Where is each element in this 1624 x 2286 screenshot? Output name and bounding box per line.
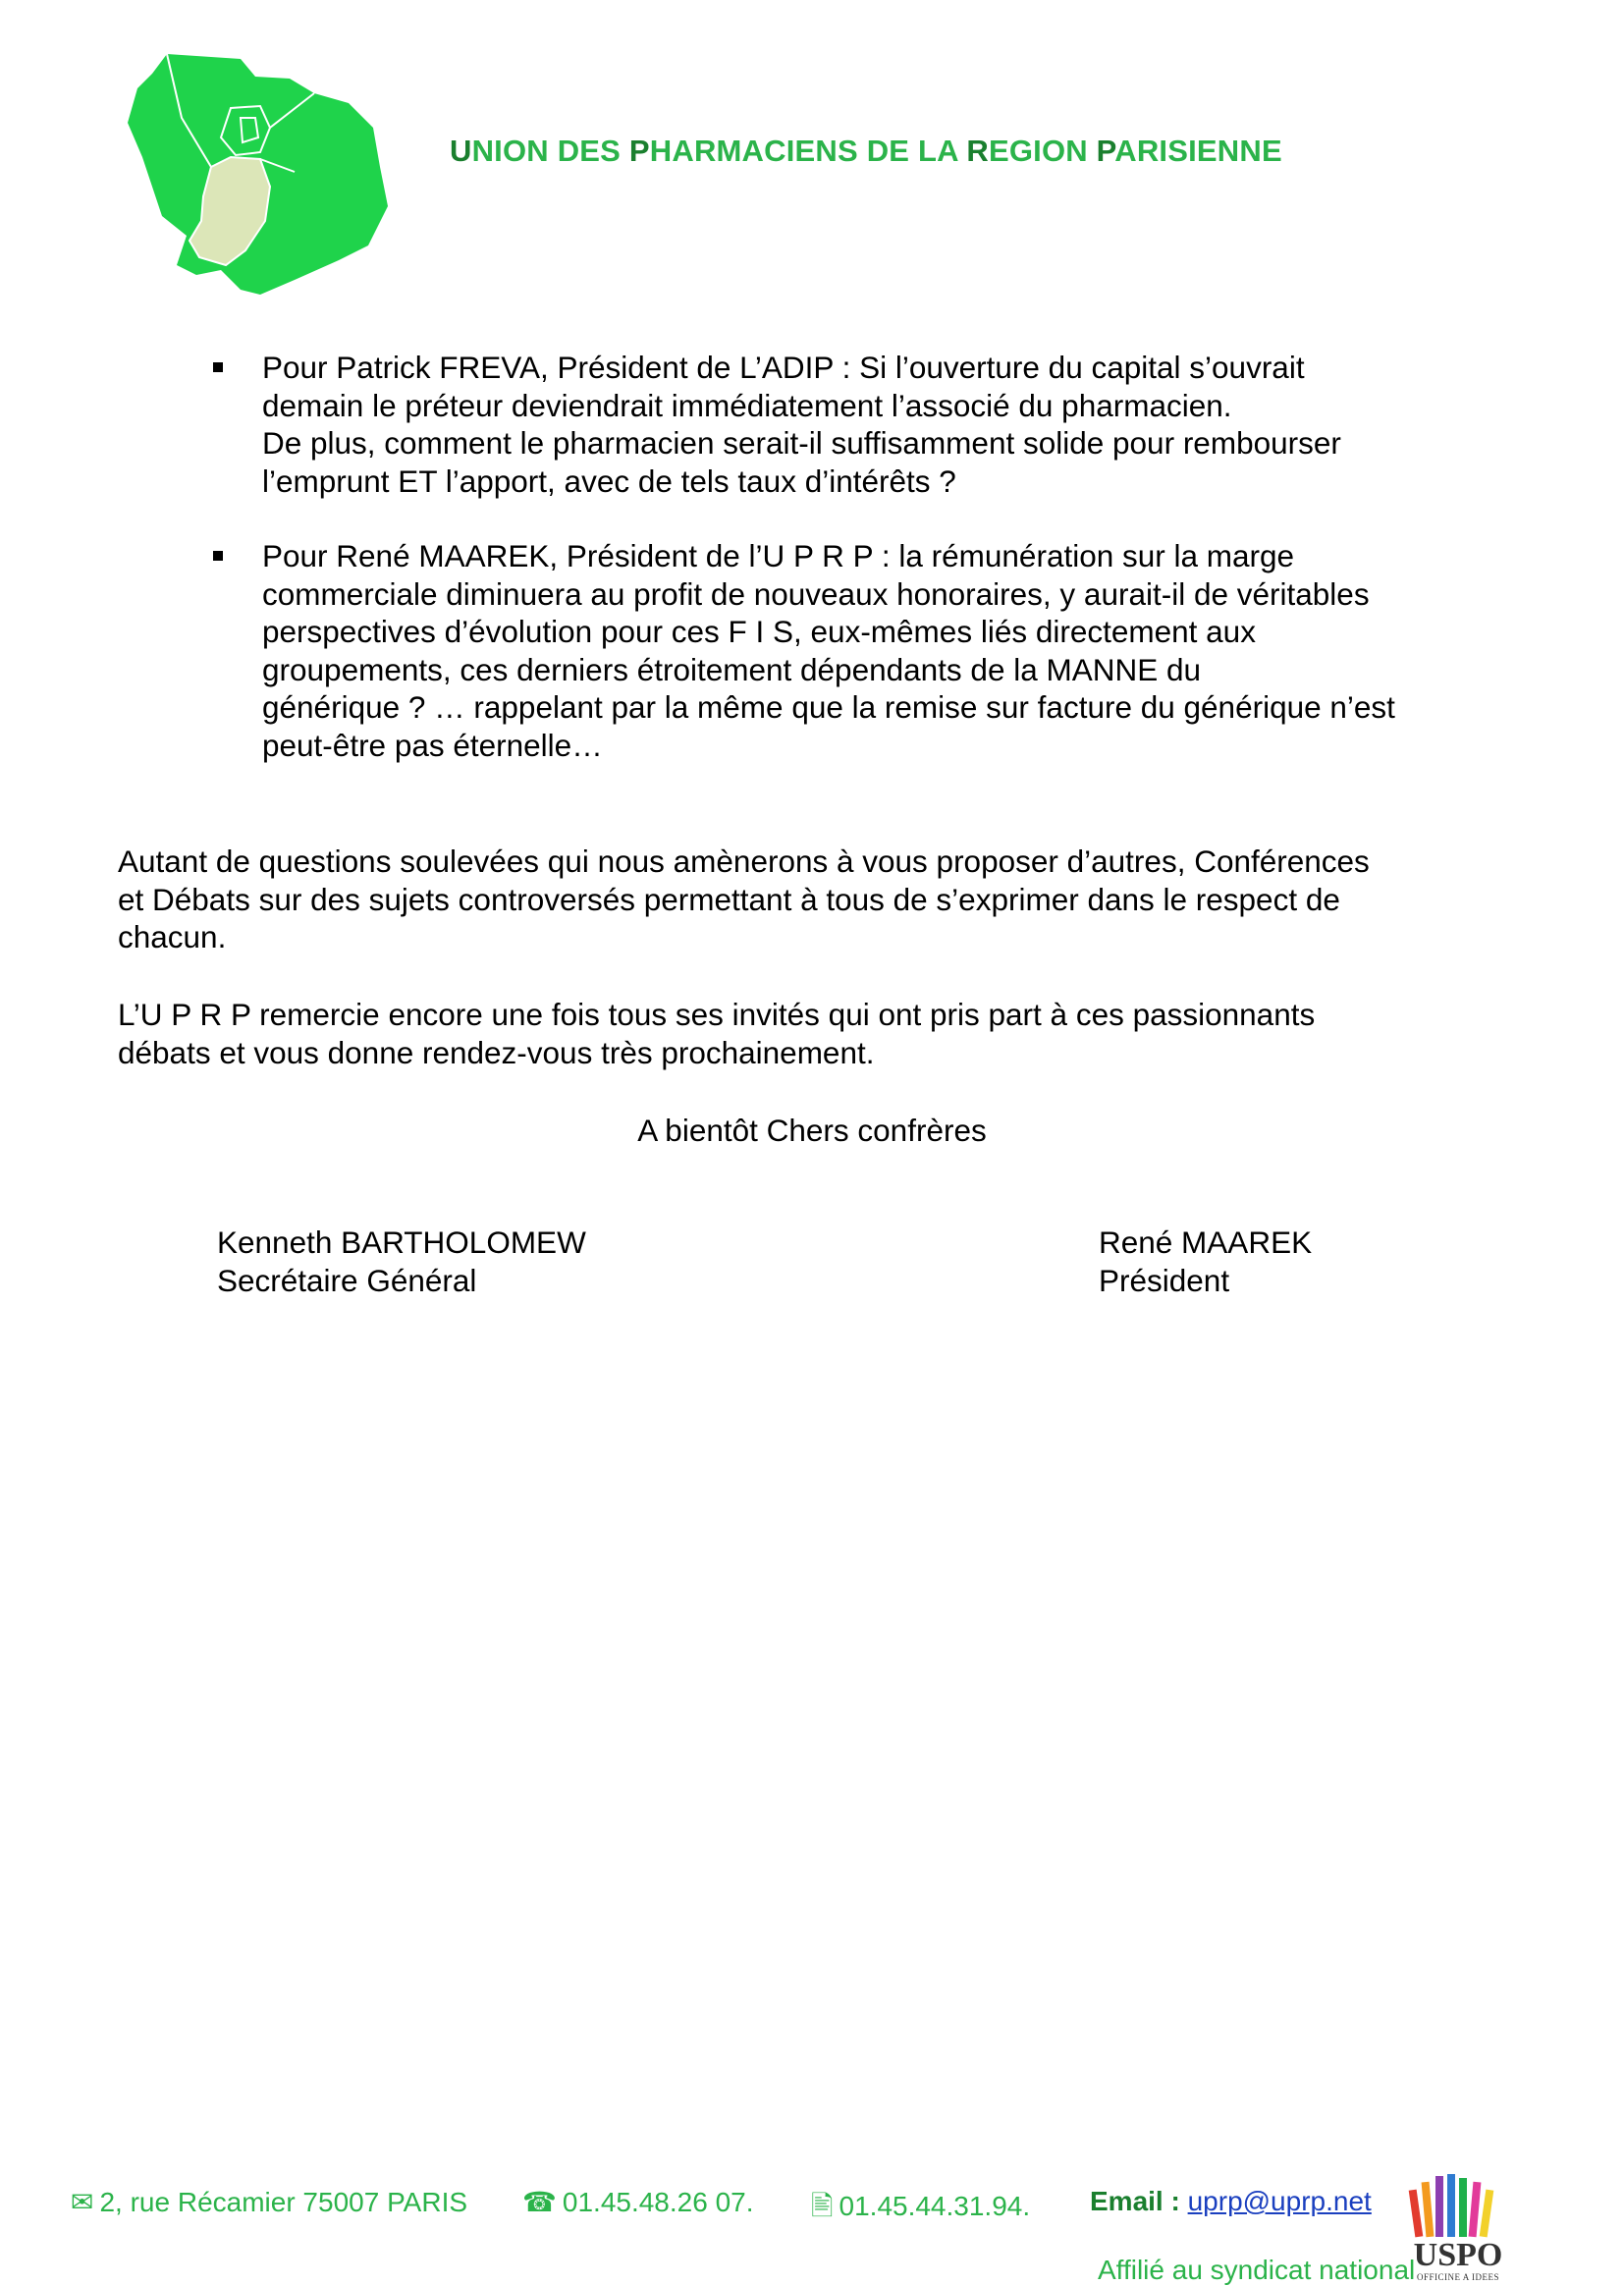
- title-segment: ARISIENNE: [1114, 134, 1282, 168]
- text-line: Pour Patrick FREVA, Président de L’ADIP : Si l’ouverture du capital s’ouvrait: [262, 350, 1305, 385]
- text-line: Pour René MAAREK, Président de l’U P R P : la rémunération sur la marge: [262, 538, 1295, 573]
- closing-salutation: [0, 1112, 1624, 1150]
- text-line: l’emprunt ET l’apport, avec de tels taux d’intérêts ?: [262, 463, 956, 499]
- signature-president: [1099, 1224, 1312, 1299]
- envelope-icon: ✉: [71, 2187, 94, 2217]
- paragraph-thanks: [118, 996, 1512, 1071]
- signatory-name: René MAAREK: [1099, 1225, 1313, 1260]
- ile-de-france-map-logo: [123, 49, 417, 299]
- footer-address: [71, 2186, 467, 2218]
- signatory-role: Président: [1099, 1262, 1230, 1298]
- footer-fax: [811, 2186, 1030, 2233]
- affiliation-text: Affilié au syndicat national: [1098, 2255, 1416, 2285]
- bullet-list: [211, 349, 1497, 801]
- footer-email: [1090, 2186, 1372, 2217]
- text-line: perspectives d’évolution pour ces F I S, eux-mêmes liés directement aux: [262, 614, 1256, 649]
- text-line: demain le préteur deviendrait immédiatement l’associé du pharmacien.: [262, 387, 1232, 423]
- uspo-tagline: OFFICINE A IDEES: [1416, 2272, 1499, 2282]
- fax-icon: 🖹: [811, 2191, 834, 2221]
- text-line: et Débats sur des sujets controversés permettant à tous de s’exprimer dans le respect de: [118, 881, 1340, 917]
- phone-text: 01.45.48.26 07.: [562, 2187, 754, 2217]
- signature-secretary: [217, 1224, 586, 1299]
- square-bullet-icon: [213, 551, 223, 561]
- text-line: chacun.: [118, 919, 227, 954]
- bullet-item: [211, 537, 1497, 764]
- signatory-role: Secrétaire Général: [217, 1262, 477, 1298]
- closing-text: A bientôt Chers confrères: [637, 1113, 987, 1148]
- title-segment: R: [966, 134, 989, 168]
- text-line: débats et vous donne rendez-vous très prochainement.: [118, 1034, 875, 1070]
- text-line: commerciale diminuera au profit de nouveaux honoraires, y aurait-il de véritables: [262, 575, 1370, 612]
- title-segment: NION DES: [471, 134, 629, 168]
- text-line: peut-être pas éternelle…: [262, 727, 603, 763]
- text-line: Autant de questions soulevées qui nous amènerons à vous proposer d’autres, Conférences: [118, 844, 1370, 879]
- title-segment: P: [1096, 134, 1115, 168]
- organization-title: [450, 134, 1282, 169]
- title-segment: P: [628, 134, 650, 168]
- telephone-icon: ☎: [522, 2187, 557, 2217]
- square-bullet-icon: [213, 362, 223, 372]
- text-line: L’U P R P remercie encore une fois tous ses invités qui ont pris part à ces passionnants: [118, 997, 1316, 1032]
- bullet-item: [211, 349, 1497, 500]
- address-text: 2, rue Récamier 75007 PARIS: [99, 2187, 468, 2217]
- paragraph-questions: [118, 843, 1512, 956]
- text-line: groupements, ces derniers étroitement dépendants de la MANNE du: [262, 651, 1202, 687]
- uspo-wordmark: USPO: [1413, 2237, 1503, 2273]
- title-segment: EGION: [988, 134, 1097, 168]
- signatory-name: Kenneth BARTHOLOMEW: [217, 1225, 586, 1260]
- footer-phone: [522, 2186, 754, 2218]
- text-line: De plus, comment le pharmacien serait-il suffisamment solide pour rembourser: [262, 425, 1341, 461]
- text-line: générique ? … rappelant par la même que la remise sur facture du générique n’est: [262, 689, 1395, 725]
- fax-text: 01.45.44.31.94.: [839, 2191, 1031, 2221]
- email-label: Email :: [1090, 2186, 1180, 2216]
- email-link[interactable]: uprp@uprp.net: [1187, 2186, 1372, 2216]
- title-segment: U: [450, 134, 472, 168]
- title-segment: HARMACIENS DE LA: [649, 134, 967, 168]
